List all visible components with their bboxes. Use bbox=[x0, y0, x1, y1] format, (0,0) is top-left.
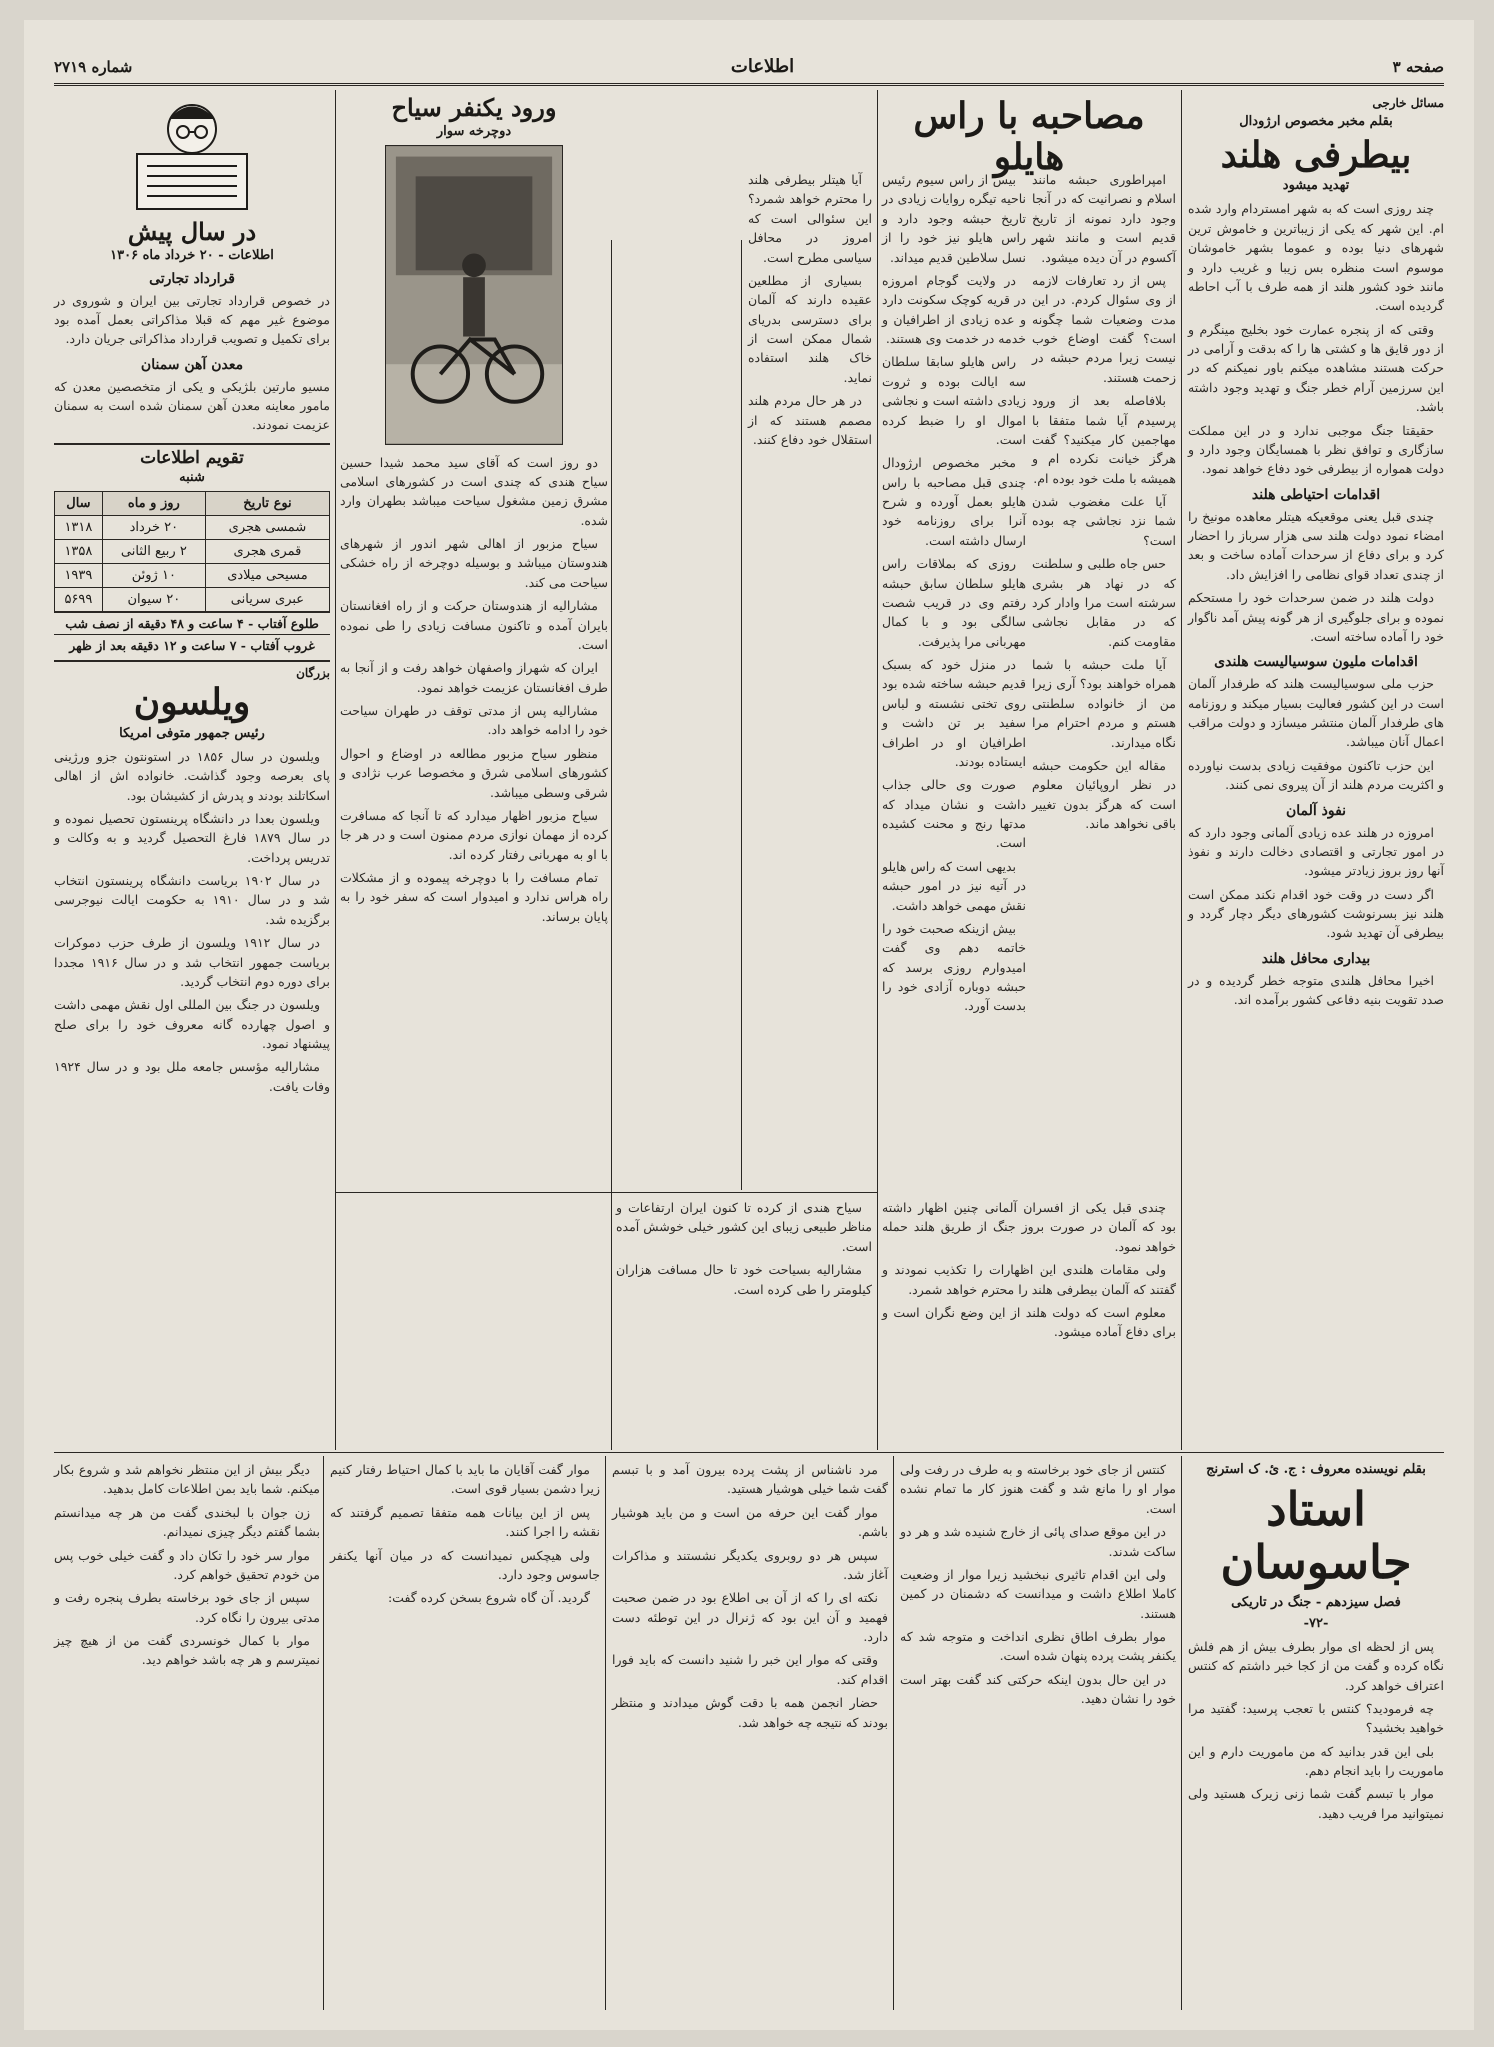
history-item-title: معدن آهن سمنان bbox=[140, 356, 244, 373]
paragraph: در هر حال مردم هلند مصمم هستند که از استقلال خود دفاع کنند. bbox=[748, 393, 872, 447]
column-left bbox=[54, 94, 330, 1449]
history-item: در خصوص قرارداد تجارتی بین ایران و شوروی در موضوع غیر مهم که قبلا مذاکراتی بعمل آمده بود برای تکمیل و تصویب قرارداد مذاکراتی جریان دارد. bbox=[54, 292, 330, 347]
paragraph: آیا هیتلر بیطرفی هلند را محترم خواهد شمرد؟ این سئوالی است که امروز در محافل سیاسی مطرح است. bbox=[748, 172, 872, 265]
serial-title: استاد جاسوسان bbox=[1220, 1482, 1412, 1589]
paragraph: در این موقع صدای پائی از خارج شنیده شد و هر دو ساکت شدند. bbox=[900, 1524, 1176, 1559]
people-label: بزرگان bbox=[296, 666, 330, 681]
paragraph: موار گفت این حرفه من است و من باید هوشیار باشم. bbox=[612, 1504, 888, 1540]
section-label: مسائل خارجی bbox=[1372, 96, 1444, 110]
column-rule bbox=[1181, 90, 1182, 1450]
paragraph: چه فرمودید؟ کنتس با تعجب پرسید: گفتید مرا خواهید بخشید؟ bbox=[1188, 1700, 1444, 1736]
headline-interview: مصاحبه با راس هایلو bbox=[913, 95, 1145, 179]
paragraph: ایران که شهراز واصفهان خواهد رفت و از آنجا به طرف افغانستان عزیمت خواهد نمود. bbox=[340, 660, 608, 695]
page-number: صفحه ۳ bbox=[1392, 57, 1444, 76]
page-header bbox=[54, 50, 1444, 86]
paragraph: حضار انجمن همه با دقت گوش میدادند و منتظر بودند که نتیجه چه خواهد شد. bbox=[612, 1695, 888, 1730]
subheadline: دوچرخه سوار bbox=[436, 123, 512, 139]
serial-header-column bbox=[1188, 1460, 1444, 2005]
column-interview-lower-2 bbox=[616, 1198, 872, 1448]
headline-neutrality: بیطرفی هلند bbox=[1220, 134, 1412, 176]
subhead: اقدامات احتیاطی هلند bbox=[1251, 486, 1381, 503]
paragraph: موار سر خود را تکان داد و گفت خیلی خوب پس من خودم تحقیق خواهم کرد. bbox=[54, 1547, 320, 1582]
serial-body bbox=[330, 1460, 600, 1608]
paragraph: سپس هر دو روبروی یکدیگر نشستند و مذاکرات آغاز شد. bbox=[612, 1547, 888, 1582]
cyclist-photo bbox=[385, 145, 563, 445]
paragraph: حقیقتا جنگ موجبی ندارد و در این مملکت سازگاری و توافق نظر با همسایگان وجود دارد و دولت همواره از بیطرفی خود دفاع خواهد نمود. bbox=[1188, 422, 1444, 477]
paragraph: دولت هلند در ضمن سرحدات خود را مستحکم نموده و برای جلوگیری از هر گونه پیش آمد ناگوار خود را آماده ساخته است. bbox=[1188, 590, 1444, 644]
cyclist-photo-icon bbox=[386, 146, 562, 444]
paragraph: کنتس از جای خود برخاسته و به طرف در رفت ولی موار او را مانع شد و گفت هنوز کار ما تمام نشده است. bbox=[900, 1462, 1176, 1516]
bio-body bbox=[54, 747, 330, 1096]
serial-chapter: فصل سیزدهم - جنگ در تاریکی bbox=[1231, 1594, 1401, 1610]
paragraph: این حزب تاکنون موفقیت زیادی بدست نیاورده و اکثریت مردم هلند از آن پیروی نمی کنند. bbox=[1188, 757, 1444, 793]
paragraph: بلی این قدر بدانید که من ماموریت دارم و این ماموریت را باید انجام دهم. bbox=[1188, 1743, 1444, 1779]
paragraph: ولی هیچکس نمیدانست که در میان آنها یکنفر جاسوس وجود دارد. bbox=[330, 1547, 600, 1582]
paragraph: امروزه در هلند عده زیادی آلمانی وجود دارد که در امور تجارتی و اقتصادی دخالت دارند و نفوذ آنها روز بروز زیادتر میشود. bbox=[1188, 824, 1444, 879]
calendar-header: نوع تاریخ bbox=[205, 492, 329, 516]
serial-body bbox=[612, 1460, 888, 1732]
column-rule bbox=[611, 240, 612, 1450]
article-body bbox=[1032, 170, 1176, 833]
history-date: اطلاعات - ۲۰ خرداد ماه ۱۳۰۶ bbox=[110, 247, 274, 263]
sunset: غروب آفتاب - ۷ ساعت و ۱۲ دقیقه بعد از ظهر bbox=[54, 634, 330, 656]
subhead: اقدامات ملیون سوسیالیست هلندی bbox=[1214, 654, 1418, 671]
article-body bbox=[1188, 823, 1444, 943]
column-rule bbox=[893, 1456, 894, 2010]
calendar-header: سال bbox=[55, 492, 103, 516]
paragraph: حزب ملی سوسیالیست هلند که طرفدار آلمان است در این کشور فعالیت بسیار میکند و روزنامه های طرفدار آلمان منتشر میسازد و دولت مراقب اعمال آنان میباشد. bbox=[1188, 676, 1444, 750]
subhead: بیداری محافل هلند bbox=[1261, 950, 1371, 967]
paragraph: مقاله این حکومت حبشه در نظر اروپائیان معلوم است که هرگز بدون تغییر باقی نخواهد ماند. bbox=[1032, 757, 1176, 831]
article-body bbox=[340, 453, 608, 927]
paragraph: دیگر بیش از این منتظر نخواهم شد و شروع بکار میکنم. شما باید بمن اطلاعات کامل بدهید. bbox=[54, 1462, 320, 1497]
paragraph: دو روز است که آقای سید محمد شیدا حسین سیاح هندی که چندی است در کشورهای اسلامی مشرق زمین مشغول سیاحت میباشد بطهران وارد شده. bbox=[340, 454, 608, 528]
paragraph: سیاح هندی از کرده تا کنون ایران ارتفاعات و مناظر طبیعی زیبای این کشور خیلی خوشش آمده است. bbox=[616, 1200, 872, 1254]
paragraph: پس از این بیانات همه متفقا تصمیم گرفتند که نقشه را اجرا کنند. bbox=[330, 1504, 600, 1540]
paragraph: در سال ۱۹۱۲ ویلسون از طرف حزب دموکرات بریاست جمهور انتخاب شد و در سال ۱۹۱۶ مجددا برای دوره دوم انتخاب گردید. bbox=[54, 935, 331, 989]
paragraph: مشارالیه از هندوستان حرکت و از راه افغانستان بایران آمده و تاکنون مسافت زیادی را طی نموده است. bbox=[340, 598, 608, 652]
section-rule bbox=[54, 1452, 1444, 1453]
column-rule bbox=[335, 90, 336, 1450]
calendar-table bbox=[54, 491, 330, 612]
serial-author: بقلم نویسنده معروف : ج. ئ. ک استرنج bbox=[1206, 1462, 1426, 1477]
paragraph: ولی این اقدام تاثیری نبخشید زیرا موار از وضعیت کاملا اطلاع داشت و میدانست که دشمنان در کمین هستند. bbox=[900, 1566, 1176, 1621]
paragraph: حس جاه طلبی و سلطنت که در نهاد هر بشری سرشته است مرا وادار کرد که در مقابل نجاشی مقاومت کنم. bbox=[1032, 556, 1176, 649]
paragraph: موار با کمال خونسردی گفت من از هیچ چیز نمیترسم و هر چه باشد خواهم دید. bbox=[54, 1633, 320, 1668]
paragraph: ویلسون بعدا در دانشگاه پرینستون تحصیل نموده و در سال ۱۸۷۹ فارغ التحصیل گردید و به وکالت و تدریس پرداخت. bbox=[54, 810, 330, 865]
calendar-cell: مسیحی میلادی bbox=[205, 564, 329, 588]
paragraph: پس از رد تعارفات لازمه از وی سئوال کردم. در این مدت وضعیات شما چگونه است؟ گفت اوضاع خوب نیست زیرا مردم حبشه در زحمت هستند. bbox=[1032, 272, 1176, 385]
paragraph: نکته ای را که از آن بی اطلاع بود در ضمن صحبت فهمید و آن این بود که ژنرال در این توطئه دست دارد. bbox=[612, 1590, 888, 1644]
serial-body bbox=[54, 1460, 320, 1670]
calendar-cell: عبری سریانی bbox=[205, 588, 329, 612]
paragraph: بلافاصله بعد از ورود پرسیدم آیا شما متفقا با مهاجمین کار میکنید؟ گفت هرگز خیانت نکرده ام و همیشه با ملت خود بوده ام. bbox=[1032, 393, 1176, 486]
paragraph: بیس از راس سیوم رئیس ناحیه تیگره روایات زیادی در تاریخ حبشه وجود دارد و راس هایلو نیز خود را از نسل سلاطین قدیم میداند. bbox=[882, 172, 1026, 265]
calendar-box bbox=[54, 443, 330, 657]
paragraph: منظور سیاح مزبور مطالعه در اوضاع و احوال کشورهای اسلامی شرق و مخصوصا عرب نژادی و شرقی وسطی میباشد. bbox=[340, 745, 608, 800]
calendar-cell: ۱۹۳۹ bbox=[55, 564, 103, 588]
paragraph: مشارالیه پس از مدتی توقف در طهران سیاحت خود را ادامه خواهد داد. bbox=[340, 703, 608, 738]
column-rule bbox=[877, 90, 878, 1450]
column-rule bbox=[323, 1456, 324, 2010]
paragraph: آیا ملت حبشه با شما همراه خواهند بود؟ آری زیرا من از خانواده سلطنتی هستم و مردم احترام مرا نگاه میدارند. bbox=[1032, 657, 1176, 750]
serial-column-3 bbox=[612, 1460, 888, 2005]
paragraph: گردید. آن گاه شروع بسخن کرده گفت: bbox=[387, 1590, 590, 1606]
article-body bbox=[1188, 507, 1444, 647]
history-item: مسیو مارتین بلژیکی و یکی از متخصصین معدن که مامور معاینه معدن آهن سمنان شده است به سمنان عزیمت نمودند. bbox=[54, 378, 330, 433]
paragraph: چندی قبل یکی از افسران آلمانی چنین اظهار داشته بود که آلمان در صورت بروز جنگ از طریق هلند حمله خواهد نمود. bbox=[882, 1200, 1176, 1254]
calendar-cell: ۲۰ سیوان bbox=[102, 588, 205, 612]
history-title: در سال پیش bbox=[127, 217, 257, 246]
article-body bbox=[882, 1198, 1176, 1342]
reader-illustration bbox=[117, 94, 267, 214]
column-interview-1 bbox=[1032, 170, 1176, 1185]
paragraph: ولی مقامات هلندی این اظهارات را تکذیب نمودند و گفتند که آلمان بیطرفی هلند را محترم خواهد شمرد. bbox=[882, 1262, 1176, 1297]
paragraph: مخبر مخصوص ارژودال چندی قبل مصاحبه با راس هایلو بعمل آورده و شرح آنرا برای روزنامه خود ارسال داشته است. bbox=[882, 455, 1026, 548]
serial-body bbox=[1188, 1637, 1444, 1823]
paragraph: آیا علت مغضوب شدن شما نزد نجاشی چه بوده است؟ bbox=[1032, 494, 1176, 548]
calendar-cell: ۲ ربیع الثانی bbox=[102, 540, 205, 564]
paragraph: راس هایلو سابقا سلطان سه ایالت بوده و ثروت زیادی داشته است و نجاشی اموال او را ضبط کرده است. bbox=[882, 354, 1026, 447]
calendar-cell: ۲۰ خرداد bbox=[102, 516, 205, 540]
paragraph: سیاح مزبور از اهالی شهر اندور از شهرهای هندوستان میباشد و بوسیله دوچرخه از راه خشکی سیاحت می کند. bbox=[340, 536, 608, 590]
paragraph: اگر دست در وقت خود اقدام نکند ممکن است هلند نیز بسرنوشت کشورهای دیگر دچار گردد و بیطرفی آن تهدید شود. bbox=[1188, 886, 1444, 941]
subhead: نفوذ آلمان bbox=[1285, 802, 1347, 819]
column-traveler bbox=[340, 94, 608, 1449]
paragraph: معلوم است که دولت هلند از این وضع نگران است و برای دفاع آماده میشود. bbox=[882, 1304, 1176, 1340]
article-body bbox=[1188, 971, 1444, 1010]
paragraph: وقتی که موار این خبر را شنید دانست که باید فورا اقدام کند. bbox=[612, 1652, 888, 1687]
paragraph: زن جوان با لبخندی گفت من هر چه میدانستم بشما گفتم دیگر چیزی نمیدانم. bbox=[54, 1504, 320, 1540]
paragraph: مرد ناشناس از پشت پرده بیرون آمد و با تبسم گفت شما خیلی هوشیار هستید. bbox=[612, 1462, 888, 1497]
serial-column-5 bbox=[54, 1460, 320, 2005]
table-row bbox=[55, 540, 330, 564]
paragraph: امپراطوری حبشه مانند اسلام و نصرانیت که در آنجا وجود دارد نمونه از تاریخ قدیم است و مانند شهر آکسوم در آن دیده میشود. bbox=[1032, 172, 1176, 265]
calendar-cell: قمری هجری bbox=[205, 540, 329, 564]
paragraph: در ولایت گوجام امروزه در قریه کوچک سکونت دارد و عده زیادی از اطرافیان و خدمه در خدمت وی هستند. bbox=[882, 272, 1026, 346]
subheadline: تهدید میشود bbox=[1282, 178, 1350, 194]
serial-number: -۷۲- bbox=[1303, 1615, 1329, 1631]
interview-headline-box bbox=[882, 95, 1176, 179]
paragraph: پس از لحظه ای موار بطرف بیش از هم فلش نگاه کرده و گفت من از کجا خبر داشتم که کنتس اعتراف خواهد کرد. bbox=[1188, 1638, 1444, 1693]
table-row bbox=[55, 588, 330, 612]
reader-icon bbox=[117, 94, 267, 214]
column-interview-lower bbox=[882, 1198, 1176, 1448]
column-rule bbox=[605, 1456, 606, 2010]
paragraph: در این حال بدون اینکه حرکتی کند گفت بهتر است خود را نشان دهید. bbox=[900, 1671, 1176, 1707]
paragraph: سپس از جای خود برخاسته بطرف پنجره رفت و مدتی بیرون را نگاه کرد. bbox=[54, 1590, 320, 1625]
article-body bbox=[1188, 199, 1444, 478]
headline-traveler: ورود یکنفر سیاح bbox=[391, 93, 557, 122]
newspaper-page bbox=[24, 20, 1474, 2030]
paragraph: موار گفت آقایان ما باید با کمال احتیاط رفتار کنیم زیرا دشمن بسیار قوی است. bbox=[330, 1462, 600, 1497]
paragraph: ویلسون در جنگ بین المللی اول نقش مهمی داشت و اصول چهارده گانه معروف خود را برای صلح پیشنهاد نمود. bbox=[54, 997, 330, 1052]
bio-subtitle: رئیس جمهور متوفی امریکا bbox=[119, 725, 265, 741]
calendar-header: روز و ماه bbox=[102, 492, 205, 516]
table-row bbox=[55, 564, 330, 588]
byline: بقلم مخبر مخصوص ارژودال bbox=[1239, 114, 1393, 129]
article-body bbox=[748, 170, 872, 449]
paragraph: موار با تبسم گفت شما زنی زیرک هستید ولی نمیتوانید مرا فریب دهید. bbox=[1188, 1786, 1444, 1821]
table-row bbox=[55, 516, 330, 540]
paragraph: وقتی که از پنجره عمارت خود بخلیج مینگرم و از دور قایق ها و کشتی ها را که بدقت و آرامی در حرکت هستند مشاهده میکنم باور نمیکنم که در این سرزمین آرام خطر جنگ و تهدید وجود داشته باشد. bbox=[1188, 321, 1444, 415]
paragraph: بدیهی است که راس هایلو در آتیه نیز در امور حبشه نقش مهمی خواهد داشت. bbox=[882, 858, 1026, 913]
paragraph: صورت وی حالی جذاب داشت و نشان میداد که مدتها رنج و محنت کشیده است. bbox=[882, 777, 1026, 851]
paragraph: در منزل خود که بسبک قدیم حبشه ساخته شده بود روی تختی نشسته و لباس سفید بر تن داشت و اطرافیان او در اطراف ایستاده بودند. bbox=[882, 657, 1026, 769]
serial-body bbox=[900, 1460, 1176, 1709]
paragraph: موار بطرف اطاق نظری انداخت و متوجه شد که یکنفر پشت پرده پنهان شده است. bbox=[900, 1629, 1176, 1664]
calendar-cell: ۵۶۹۹ bbox=[55, 588, 103, 612]
paragraph: مشارالیه بسیاحت خود تا حال مسافت هزاران کیلومتر را طی کرده است. bbox=[616, 1262, 872, 1297]
paragraph: بیش ازینکه صحبت خود را خاتمه دهم وی گفت امیدوارم روزی برسد که حبشه دوباره آزادی خود را بدست آورد. bbox=[882, 920, 1026, 1014]
serial-column-4 bbox=[330, 1460, 600, 2005]
article-body bbox=[616, 1198, 872, 1299]
article-body bbox=[882, 170, 1026, 1016]
calendar-cell: ۱۰ ژوئن bbox=[102, 564, 205, 588]
column-rule bbox=[741, 240, 742, 1190]
column-interview-3 bbox=[748, 170, 872, 1185]
paragraph: بسیاری از مطلعین عقیده دارند که آلمان برای دسترسی بدریای شمال ممکن است از خاک هلند استفاده نماید. bbox=[748, 272, 872, 385]
paragraph: ویلسون در سال ۱۸۵۶ در استونتون جزو ورژینی پای بعرصه وجود گذاشت. خانواده اش از اهالی اسکاتلند بودند و پدرش از کشیشان بود. bbox=[54, 748, 330, 803]
paragraph: تمام مسافت را با دوچرخه پیموده و از مشکلات راه هراس ندارد و امیدوار است که سفر خود را به پایان برساند. bbox=[340, 870, 608, 924]
column-interview-2 bbox=[882, 170, 1026, 1185]
column-foreign-affairs bbox=[1188, 94, 1444, 1449]
paragraph: سیاح مزبور اظهار میدارد که تا آنجا که مسافرت کرده از مهمان نوازی مردم ممنون است و در هر جا با او به مهربانی رفتار کرده اند. bbox=[340, 807, 608, 862]
bio-title: ویلسون bbox=[133, 681, 251, 724]
serial-column-2 bbox=[900, 1460, 1176, 2005]
sunrise: طلوع آفتاب - ۴ ساعت و ۴۸ دقیقه از نصف شب bbox=[54, 612, 330, 634]
column-rule bbox=[1181, 1456, 1182, 2010]
calendar-cell: شمسی هجری bbox=[205, 516, 329, 540]
paragraph: مشارالیه مؤسس جامعه ملل بود و در سال ۱۹۲۴ وفات یافت. bbox=[54, 1059, 330, 1094]
paper-name: اطلاعات bbox=[730, 56, 795, 77]
calendar-title: تقویم اطلاعات bbox=[140, 447, 244, 468]
history-item-title: قرارداد تجارتی bbox=[149, 270, 235, 287]
calendar-cell: ۱۳۱۸ bbox=[55, 516, 103, 540]
paragraph: در سال ۱۹۰۲ بریاست دانشگاه پرینستون انتخاب شد و در سال ۱۹۱۰ به حکومت ایالت نیوجرسی برگزیده شد. bbox=[54, 873, 330, 927]
calendar-cell: ۱۳۵۸ bbox=[55, 540, 103, 564]
paragraph: اخیرا محافل هلندی متوجه خطر گردیده و در صدد تقویت بنیه دفاعی کشور برآمده اند. bbox=[1188, 972, 1444, 1008]
issue-number: شماره ۲۷۱۹ bbox=[54, 57, 133, 76]
calendar-day: شنبه bbox=[179, 470, 205, 486]
bio-box bbox=[54, 660, 330, 1096]
paragraph: چندی قبل یعنی موقعیکه هیتلر معاهده مونیخ را امضاء نمود دولت هلند سی هزار سرباز را احضار کرد و برای دفاع از سرحدات آماده ساخت و بعد از چندی تعداد قوای نظامی را افزایش داد. bbox=[1188, 508, 1444, 582]
article-body bbox=[1188, 674, 1444, 794]
paragraph: چند روزی است که به شهر امستردام وارد شده ام. این شهر که یکی از زیباترین و خاموش ترین شهرهای دنیا بوده و عموما بشهر خاموشان موسوم است منظره بس زیبا و غریب دارد و مانند خود کشور هلند از همه طرف با آب احاطه گردیده است. bbox=[1188, 201, 1444, 314]
paragraph: روزی که بملاقات راس هایلو سلطان سابق حبشه رفتم وی در قریب شصت سالگی بود و با کمال مهربانی مرا پذیرفت. bbox=[882, 556, 1026, 649]
